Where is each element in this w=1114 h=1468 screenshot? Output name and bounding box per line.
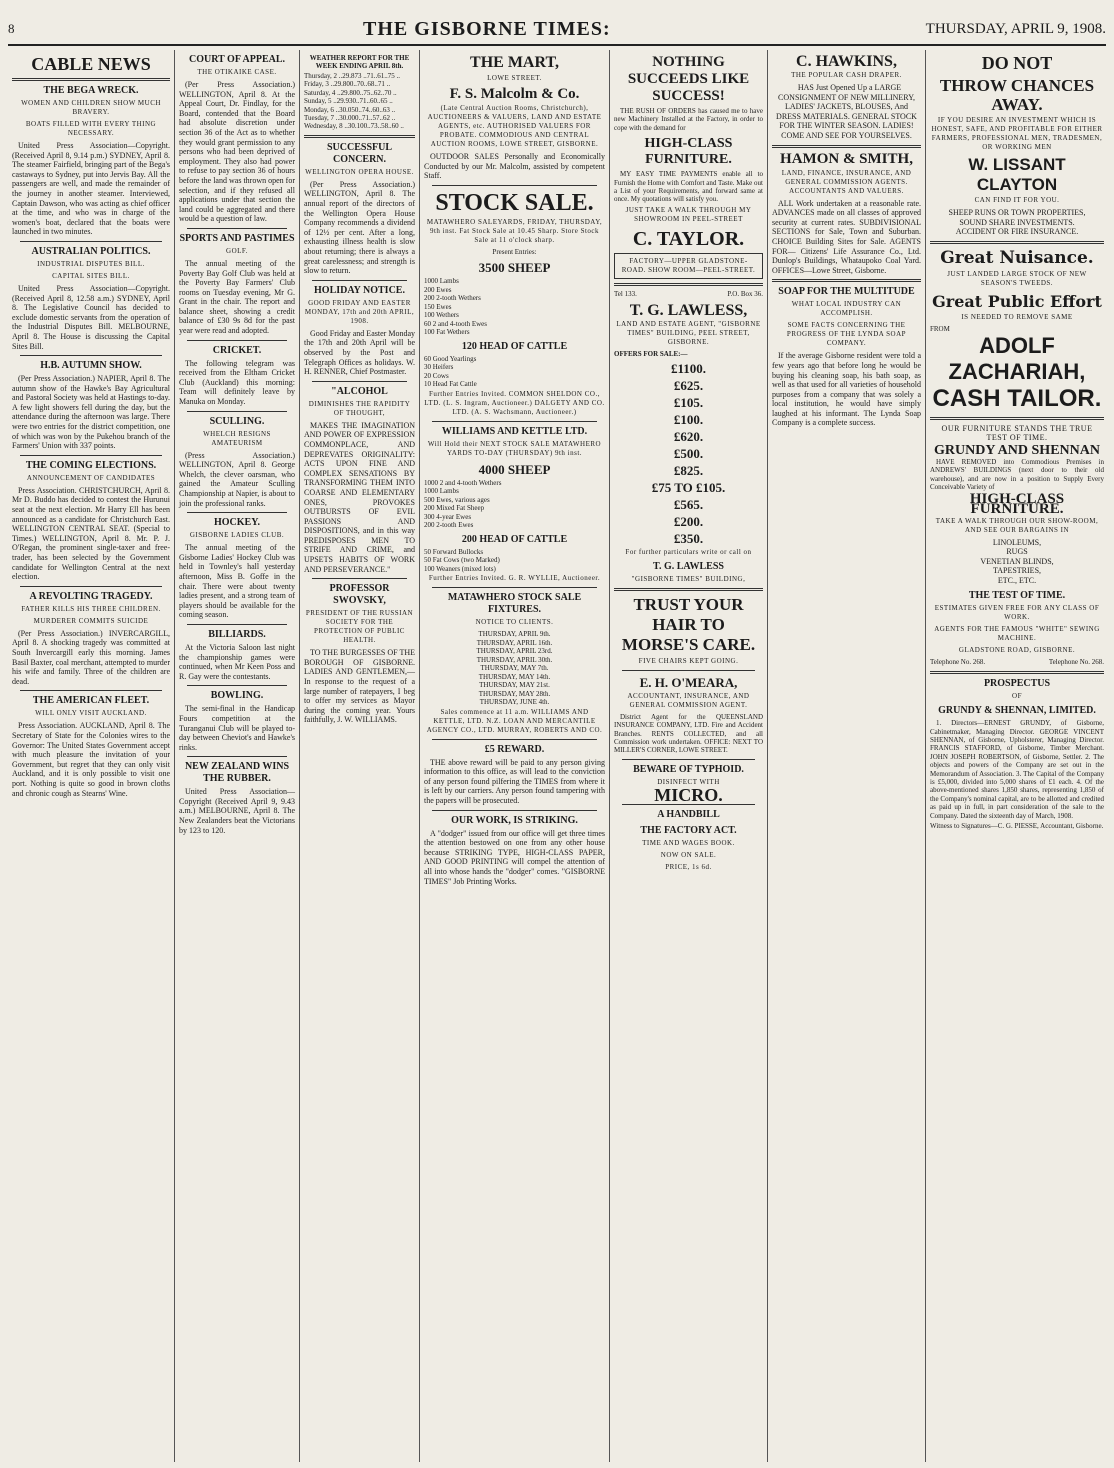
- fixtures-heading: MATAWHERO STOCK SALE FIXTURES.: [447, 592, 582, 616]
- cable-article-body: Press Association. CHRISTCHURCH, April 8. Mr D. Buddo has decided to contest the Hurunui seat at the next election. Mr Harry Ell has been announced as a candidate for Christchurch East. WELLINGTON CENTRAL SEAT. (Special to Times.) WELLINGTON, April 8. Mr. P. J. O'Regan, the prominent single-taxer and free-trader, has been selected by the Government candidate for Wellington Central at the next election.: [12, 485, 170, 582]
- sale-price: £620.: [673, 428, 704, 444]
- divider: [312, 280, 407, 281]
- throw-body: IF YOU DESIRE AN INVESTMENT WHICH IS HONEST, SAFE, AND PROFITABLE FOR EITHER FARMERS, PROFESSIONAL MEN, TRADESMEN, OR WORKING MEN: [931, 116, 1103, 151]
- court-article-title: SCULLING.: [209, 415, 265, 427]
- company-name: GRUNDY & SHENNAN, LIMITED.: [938, 705, 1096, 717]
- masthead-day: THURSDAY,: [925, 20, 1008, 37]
- divider: [187, 512, 287, 513]
- clayton-sub: CAN FIND IT FOR YOU.: [974, 196, 1060, 204]
- sale-price: £500.: [673, 445, 704, 461]
- court-article-body: (Press Association.) WELLINGTON, April 8. George Whelch, the clever oarsman, who gained the Amateur Sculling Championship at Napier, is about to join the professional ranks.: [179, 450, 295, 508]
- cable-article-title: THE AMERICAN FLEET.: [32, 695, 150, 707]
- witness: Witness to Signatures—C. G. PIESSE, Accountant, Gisborne.: [930, 822, 1104, 831]
- great-nuisance-body: JUST LANDED LARGE STOCK OF NEW SEASON'S TWEEDS.: [947, 269, 1087, 287]
- divider: [432, 587, 597, 588]
- soap-sub2: SOME FACTS CONCERNING THE PROGRESS OF THE LYNDA SOAP COMPANY.: [786, 321, 907, 348]
- divider: [930, 241, 1104, 244]
- offers-for-sale: OFFERS FOR SALE:—: [614, 350, 688, 359]
- sheep-entry: 100 Fat Wethers: [424, 328, 470, 337]
- cable-article: [12, 695, 170, 798]
- sale-price: £565.: [673, 496, 704, 512]
- cable-article-title: THE BEGA WRECK.: [43, 85, 139, 96]
- divider: [312, 578, 407, 579]
- cable-news-items: [12, 85, 170, 798]
- typhoid-heading: BEWARE OF TYPHOID.: [633, 763, 744, 775]
- stock-sale-sub: MATAWHERO SALEYARDS, FRIDAY, THURSDAY, 9th inst. Fat Stock Sale at 10.45 Sharp. Store Stock Sale at 11 o'clock sharp.: [426, 217, 603, 244]
- lawless-tel: Tel 133.: [614, 289, 637, 298]
- weather-row: Friday, 3 ..29.800..70..68..71 ..: [304, 80, 391, 89]
- notice-article: [304, 285, 415, 382]
- divider: [12, 78, 170, 81]
- masthead-date-text: APRIL 9, 1908.: [1010, 20, 1106, 37]
- column-weather-notices: [300, 50, 420, 1462]
- cable-article: [12, 246, 170, 356]
- bargain-item: ETC., ETC.: [997, 575, 1037, 585]
- court-article-body: United Press Association—Copyright (Received April 9, 9.43 a.m.) MELBOURNE, April 8. The New Zealanders beat the Victorians by 123 to 120.: [179, 787, 295, 835]
- cable-article-title: THE COMING ELECTIONS.: [25, 459, 157, 471]
- divider: [20, 241, 162, 242]
- notice-article-title: SUCCESSFUL CONCERN.: [326, 141, 393, 165]
- divider: [432, 810, 597, 811]
- great-public-effort: Great Public Effort: [932, 291, 1102, 311]
- telephone-row: [930, 658, 1104, 668]
- cable-article-subtitle: INDUSTRIAL DISPUTES BILL.: [37, 259, 145, 268]
- micro-heading: MICRO.: [654, 784, 723, 805]
- omeara-body: District Agent for the QUEENSLAND INSURANCE COMPANY, LTD. Fire and Accident Branches. RENTS COLLECTED, and all Commission work undertaken. OFFICE: NEXT TO MILLER'S CORNER, LOWE STREET.: [614, 712, 763, 755]
- grundy-shennan: GRUNDY AND SHENNAN: [934, 443, 1100, 459]
- court-article-title: COURT OF APPEAL.: [188, 54, 286, 65]
- stock-sale-heading: STOCK SALE.: [435, 189, 594, 216]
- weather-table: [304, 72, 415, 131]
- lawless2: T. G. LAWLESS: [653, 560, 724, 572]
- cash-tailor: CASH TAILOR.: [932, 385, 1102, 413]
- hawkins-body: HAS Just Opened Up a LARGE CONSIGNMENT OF NEW MILLINERY, LADIES' JACKETS, BLOUSES, And DRESS MATERIALS. GENERAL STOCK FOR THE WINTER SEASON. LADIES! COME AND SEE FOR YOURSELVES.: [776, 83, 917, 140]
- divider: [187, 685, 287, 686]
- weather-row: Thursday, 2 ..29.873 ..71..61..75 ..: [304, 72, 400, 80]
- cable-article-title: H.B. AUTUMN SHOW.: [40, 360, 142, 372]
- court-article-title: BILLIARDS.: [208, 628, 266, 640]
- hamon-sub: LAND, FINANCE, INSURANCE, AND GENERAL COMMISSION AGENTS. ACCOUNTANTS AND VALUERS.: [781, 168, 912, 195]
- divider: [20, 690, 162, 691]
- for-further: For further particulars write or call on: [625, 547, 752, 556]
- weather-row: Saturday, 4 ..29.800..75..62..70 ..: [304, 88, 397, 97]
- notice-article-subtitle: WELLINGTON OPERA HOUSE.: [305, 167, 414, 176]
- cattle2-list: [424, 548, 605, 574]
- hawkins-heading: C. HAWKINS,: [796, 53, 897, 70]
- court-article-body: The annual meeting of the Gisborne Ladies' Hockey Club was held in Townley's hall yesterday afternoon, Miss B. Goffe in the chair. There were about twenty ladies present, and a strong team of players should be available for the coming season.: [179, 543, 295, 620]
- sheep-entry: 200 Ewes: [424, 285, 452, 294]
- notice-article: [304, 386, 415, 580]
- fixture-date: THURSDAY, MAY 14th.: [478, 672, 551, 681]
- masthead-date: [926, 21, 1106, 38]
- divider: [772, 279, 921, 282]
- court-article-subtitle: WHELCH RESIGNS AMATEURISM: [203, 429, 271, 447]
- cable-article-subtitle-2: BOATS FILLED WITH EVERY THING NECESSARY.: [25, 120, 157, 137]
- high-class-furniture-2: HIGH-CLASS FURNITURE.: [969, 491, 1065, 517]
- sale-price: £200.: [673, 513, 704, 529]
- cattle2-entry: 50 Fat Cows (two Marked): [424, 556, 500, 565]
- newspaper-title: THE GISBORNE TIMES:: [363, 17, 611, 40]
- trust-your-hair: TRUST YOUR HAIR TO MORSE'S CARE.: [621, 594, 756, 654]
- cattle-entry: 60 Good Yearlings: [424, 354, 477, 363]
- bargain-item: LINOLEUMS,: [992, 537, 1042, 547]
- cable-article-subtitle-2: CAPITAL SITES BILL.: [52, 271, 130, 280]
- notice-article-subtitle: PRESIDENT OF THE RUSSIAN SOCIETY FOR THE PROTECTION OF PUBLIC HEALTH.: [305, 609, 414, 645]
- soap-body: If the average Gisborne resident were told a few years ago that before long he would be buying his cleaning soap, his bath soap, as well as that used for all varieties of household purposes from a company that was solely a local institution, he would have simply laughed at his informant. The Lynda Soap Company is a complete success.: [772, 351, 921, 428]
- fixture-date: THURSDAY, APRIL 16th.: [476, 638, 553, 647]
- sale-price: £625.: [673, 377, 704, 393]
- fixture-date: THURSDAY, MAY 28th.: [478, 689, 551, 698]
- cable-article-subtitle: ANNOUNCEMENT OF CANDIDATES: [26, 473, 156, 482]
- column-furniture-lawless: [610, 50, 768, 1462]
- williams-kettle-heading: WILLIAMS AND KETTLE LTD.: [441, 425, 588, 437]
- divider: [20, 455, 162, 456]
- court-article: [179, 54, 295, 229]
- walk-through: JUST TAKE A WALK THROUGH MY SHOWROOM IN PEEL-STREET: [625, 205, 752, 223]
- our-work-heading: OUR WORK, IS STRIKING.: [451, 814, 578, 826]
- court-article-title: SPORTS AND PASTIMES: [179, 232, 295, 244]
- lawless-po: P.O. Box 36.: [727, 289, 763, 298]
- now-on-sale: NOW ON SALE.: [660, 851, 717, 860]
- omeara-sub: ACCOUNTANT, INSURANCE, AND GENERAL COMMISSION AGENT.: [627, 691, 750, 709]
- sheep2-entry: 1000 Lambs: [424, 487, 459, 496]
- easy-payments-body: MY EASY TIME PAYMENTS enable all to Furnish the Home with Comfort and Taste. Make out a List of your Requirements, and forward same at once. My quotations will satisfy you.: [614, 170, 763, 204]
- weather-row: Monday, 6 ..30.050..74..60..63 ..: [304, 105, 396, 114]
- notices-items: [304, 142, 415, 725]
- cable-article-title: AUSTRALIAN POLITICS.: [31, 245, 151, 257]
- nothing-succeeds-body: THE RUSH OF ORDERS has caused me to have new Machinery Installed at the Factory, in order to cope with the demand for: [614, 107, 763, 132]
- notice-article-title: "ALCOHOL: [331, 385, 388, 397]
- notice-article-title: PROFESSOR SWOVSKY,: [329, 583, 390, 607]
- estimates: ESTIMATES GIVEN FREE FOR ANY CLASS OF WORK.: [934, 603, 1100, 621]
- do-not: DO NOT: [981, 53, 1053, 73]
- weather-report-title: WEATHER REPORT FOR THE WEEK ENDING APRIL 8th.: [309, 54, 410, 70]
- fixture-date: THURSDAY, APRIL 9th.: [478, 630, 551, 639]
- cable-article-body: (Per Press Association.) NAPIER, April 8. The autumn show of the Hawke's Bay Agricultural and Pastoral Society was held at Hastings to-day. A few light showers fell during the day, but the attendance during the afternoon was large. There were two entries for the district competition, one of which was won by the Pukehou branch of the Farmers' Union with 337 points.: [12, 374, 170, 451]
- divider: [614, 283, 763, 286]
- the-mart-heading: THE MART,: [470, 54, 559, 71]
- notice-article-body: (Per Press Association.) WELLINGTON, April 8. The annual report of the directors of the Wellington Opera House Company recommends a dividend of 12½ per cent. After a long, exhausting illness health is slow about returning; there is always a great carelessness; and strength is slow to return.: [304, 179, 415, 276]
- sale-price: £825.: [673, 462, 704, 478]
- court-article: [179, 345, 295, 412]
- column-hawkins-soap: [768, 50, 926, 1462]
- cable-news-heading: CABLE NEWS: [31, 54, 151, 74]
- disinfect-with: DISINFECT WITH: [657, 777, 720, 786]
- court-article-body: The semi-final in the Handicap Fours competition at the Turanganui Club will be played to-day between Cheviot's and Hawke's rinks.: [179, 704, 295, 752]
- notice-article-subtitle: DIMINISHES THE RAPIDITY OF THOUGHT,: [308, 399, 411, 417]
- prospectus-of: OF: [1012, 692, 1022, 701]
- bargain-item: TAPESTRIES,: [992, 566, 1042, 576]
- fixtures-sub: NOTICE TO CLIENTS.: [475, 618, 554, 627]
- cattle-list: [424, 355, 605, 389]
- cable-article-subtitle: WILL ONLY VISIT AUCKLAND.: [35, 709, 147, 718]
- sheep-entries-heading: 3500 SHEEP: [478, 260, 551, 276]
- cattle2-heading: 200 HEAD OF CATTLE: [461, 533, 568, 545]
- prospectus-heading: PROSPECTUS: [983, 678, 1051, 690]
- column-stock-sales: [420, 50, 610, 1462]
- factory-act: THE FACTORY ACT.: [640, 825, 737, 837]
- page-number: 8: [8, 21, 15, 36]
- court-article-body: (Per Press Association.) WELLINGTON, April 8. At the Appeal Court, Dr. Findlay, for the Board, contended that the Board had absolute discretion under section 36 of the Act as to whether they would grant permission to any persons who had been deprived of employment. They also had power to refuse to pay section 36 of hours before the land was thrown open for selection, and if they refused all applications under that section the land could be aggregated and there would be a question of law.: [179, 80, 295, 224]
- sheep-entry: 60 2 and 4-tooth Ewes: [424, 319, 487, 328]
- throw-chances: THROW CHANCES AWAY.: [939, 76, 1095, 114]
- court-article-title: NEW ZEALAND WINS THE RUBBER.: [184, 761, 290, 785]
- reward-heading: £5 REWARD.: [484, 743, 545, 755]
- present-entries: Present Entries:: [492, 247, 537, 256]
- cattle-entry: 20 Cows: [424, 371, 449, 380]
- divider: [20, 355, 162, 356]
- sale-price: £75 TO £105.: [651, 479, 726, 495]
- notice-article: [304, 583, 415, 725]
- cable-article-body: United Press Association—Copyright. (Received April 8, 12.58 a.m.) SYDNEY, April 8. The Legislative Council has decided to exclude domestic servants from the operation of the Industrial Disputes Bill. MELBOURNE, April 8. The House is discussing the Capital Sites Bill.: [12, 283, 170, 351]
- court-article-body: The following telegram was received from the Eltham Cricket Club (Auckland) this morning: Team will definitely leave by Manuka on Monday.: [179, 358, 295, 407]
- hawkins-sub: THE POPULAR CASH DRAPER.: [791, 71, 902, 79]
- taylor-name: C. TAYLOR.: [632, 227, 745, 250]
- cattle2-entry: 50 Forward Bullocks: [424, 547, 484, 556]
- court-article: [179, 761, 295, 835]
- court-article: [179, 517, 295, 625]
- divider: [432, 421, 597, 422]
- court-article-subtitle: THE OTIKAIKE CASE.: [197, 68, 277, 76]
- lawless-contact: [614, 290, 763, 300]
- take-walk: TAKE A WALK THROUGH OUR SHOW-ROOM, AND SEE OUR BARGAINS IN: [935, 516, 1099, 534]
- weather-row: Wednesday, 8 ..30.100..73..58..60 ..: [304, 122, 404, 131]
- bargain-item: VENETIAN BLINDS,: [980, 556, 1054, 566]
- court-sports-items: [179, 54, 295, 835]
- further-entries-2: Further Entries Invited. G. R. WYLLIE, Auctioneer.: [428, 574, 601, 583]
- grundy-body: HAVE REMOVED into Commodious Premises in ANDREWS' BUILDINGS (next door to their old warehouse), and are now in a position to Supply Every Conceivable Variety of: [930, 457, 1104, 491]
- court-article-title: CRICKET.: [212, 344, 262, 356]
- time-wages: TIME AND WAGES BOOK.: [642, 839, 735, 848]
- clayton-list: [930, 208, 1104, 237]
- sheep2-entry: 200 Mixed Fat Sheep: [424, 504, 485, 513]
- soap-sub: WHAT LOCAL INDUSTRY CAN ACCOMPLISH.: [791, 300, 902, 318]
- cattle-entry: 30 Heifers: [424, 363, 454, 372]
- cable-article-subtitle: FATHER KILLS HIS THREE CHILDREN.: [21, 604, 161, 613]
- court-article: [179, 233, 295, 341]
- lawless2-sub: "GISBORNE TIMES" BUILDING,: [631, 574, 746, 583]
- cable-article: [12, 591, 170, 692]
- adolf-zachariah: ADOLF ZACHARIAH,: [948, 333, 1086, 385]
- gladstone-address: GLADSTONE ROAD, GISBORNE.: [958, 645, 1076, 654]
- cable-article: [12, 85, 170, 242]
- court-article: [179, 416, 295, 514]
- williams-kettle-sub: Will Hold their NEXT STOCK SALE MATAWHERO YARDS TO-DAY (THURSDAY) 9th inst.: [427, 439, 602, 457]
- the-mart-sub: LOWE STREET.: [487, 74, 542, 82]
- court-article-subtitle: GISBORNE LADIES CLUB.: [189, 531, 285, 540]
- divider: [772, 145, 921, 148]
- sale-price: £105.: [673, 394, 704, 410]
- sheep2-entry: 300 4-year Ewes: [424, 512, 472, 521]
- reward-body: THE above reward will be paid to any person giving information to this office, as will lead to the conviction of any person found pilfering the TIMES from where it is left by our carriers. Any person found tampering with the papers will be prosecuted.: [424, 757, 605, 806]
- cable-article-title: A REVOLTING TRAGEDY.: [29, 590, 153, 602]
- court-article-title: HOCKEY.: [213, 517, 261, 529]
- divider: [930, 671, 1104, 674]
- sale-price: £1100.: [670, 360, 707, 376]
- column-cable-news: [8, 50, 175, 1462]
- divider: [187, 411, 287, 412]
- cable-article: [12, 460, 170, 587]
- clayton-service: SOUND SHARE INVESTMENTS.: [959, 217, 1075, 227]
- column-clayton-grundy: [926, 50, 1108, 1462]
- court-article: [179, 690, 295, 757]
- cable-article-body: (Per Press Association.) INVERCARGILL, April 8. A shocking tragedy was committed at South Invercargill early this morning. James Basil Baxter, coal merchant, attempted to murder his wife and family. Three of the children are dead.: [12, 628, 170, 686]
- fixture-date: THURSDAY, MAY 7th.: [480, 664, 549, 673]
- divider: [312, 381, 407, 382]
- notice-article-body: TO THE BURGESSES OF THE BOROUGH OF GISBORNE. LADIES AND GENTLEMEN,— In response to the request of a large number of ratepayers, I beg to offer my services as Mayor during the coming year. Yours faithfully, J. W. WILLIAMS.: [304, 648, 415, 725]
- fixtures-list: [424, 630, 605, 707]
- divider: [187, 624, 287, 625]
- sheep2-heading: 4000 SHEEP: [478, 461, 551, 477]
- nothing-succeeds-heading: NOTHING SUCCEEDS LIKE SUCCESS!: [627, 54, 750, 104]
- sheep2-entry: 500 Ewes, various ages: [424, 495, 490, 504]
- sheep2-entry: 1000 2 and 4-tooth Wethers: [424, 478, 502, 487]
- notice-article-subtitle: GOOD FRIDAY AND EASTER MONDAY, 17th and 20th APRIL, 1908.: [304, 298, 415, 325]
- lawless-sub: LAND AND ESTATE AGENT, "GISBORNE TIMES" BUILDING, PEEL STREET, GISBORNE.: [616, 320, 761, 347]
- telephone-right: Telephone No. 268.: [1048, 657, 1104, 666]
- court-article-body: At the Victoria Saloon last night the championship games were continued, when Mr Keen Poss and R. Gay were the contestants.: [179, 642, 295, 681]
- lawless-heading: T. G. LAWLESS,: [629, 302, 748, 320]
- court-article: [179, 629, 295, 686]
- divider: [20, 586, 162, 587]
- divider: [614, 588, 763, 591]
- bargain-item: RUGS: [1006, 547, 1028, 557]
- court-article-title: BOWLING.: [210, 690, 264, 702]
- divider: [187, 228, 287, 229]
- clayton-service: ACCIDENT OR FIRE INSURANCE.: [955, 227, 1079, 237]
- cattle2-entry: 100 Weaners (mixed lots): [424, 564, 496, 573]
- great-public-sub: IS NEEDED TO REMOVE SAME: [961, 312, 1073, 321]
- our-work-body: A "dodger" issued from our office will get three times the attention bestowed on one from any other house because STRIKING TYPE, HIGH-CLASS PAPER, AND GOOD PRINTING will compel the attention of all into whose hands the "dodger" comes. "GISBORNE TIMES" Job Printing Works.: [424, 828, 605, 886]
- agents-white: AGENTS FOR THE FAMOUS "WHITE" SEWING MACHINE.: [934, 624, 1100, 642]
- notice-article-body: Good Friday and Easter Monday the 17th and 20th April will be observed by the Post and Telegraph Offices as holidays. W. H. RENNER, Chief Postmaster.: [304, 328, 415, 377]
- five-chairs: FIVE CHAIRS KEPT GOING.: [638, 656, 739, 665]
- clayton-name: W. LISSANT CLAYTON: [968, 155, 1066, 194]
- bargains-list: [930, 538, 1104, 586]
- divider: [930, 417, 1104, 420]
- sale-price: £350.: [673, 530, 704, 546]
- fixtures-footer: Sales commence at 11 a.m. WILLIAMS AND KETTLE, LTD. N.Z. LOAN AND MERCANTILE AGENCY CO., LTD. MURRAY, ROBERTS AND CO.: [426, 707, 603, 734]
- cable-article-body: Press Association. AUCKLAND, April 8. The Secretary of State for the Colonies wires to the Governor: The United States Government accept with much pleasure the invitation of your Government, but regret that they can only visit Auckland, and it is only possible to visit one port. Nothing is quite so good in brown cloths and chronic cough as Stearns' Wine.: [12, 721, 170, 798]
- divider: [304, 135, 415, 138]
- hamon-heading: HAMON & SMITH,: [780, 150, 913, 167]
- hamon-body: ALL Work undertaken at a reasonable rate. ADVANCES made on all classes of approved security at current rates. SUBDIVISIONAL SECTIONS for Sale, Town and Suburban. CHOICE Building Sites for Sale. AGENTS FOR— Citizens' Life Assurance Co., Ltd. Dunlop's Buildings, Whataupoko Coal Yard. OFFICES—Lowe Street, Gisborne.: [772, 198, 921, 275]
- cable-article-subtitle: WOMEN AND CHILDREN SHOW MUCH BRAVERY.: [21, 99, 161, 116]
- malcolm-sub: (Late Central Auction Rooms, Christchurch), AUCTIONEERS & VALUERS, LAND AND ESTATE AGENTS, etc. AUTHORISED VALUERS FOR PROBATE. COMMODIOUS AND CENTRAL AUCTION ROOMS, LOWE STREET, GISBORNE.: [427, 104, 602, 148]
- taylor-address: FACTORY—UPPER GLADSTONE-ROAD. SHOW ROOM—PEEL-STREET.: [614, 253, 763, 279]
- sheep-list: [424, 277, 605, 337]
- notice-article: [304, 142, 415, 281]
- sale-price: £100.: [673, 411, 704, 427]
- sheep-entry: 1000 Lambs: [424, 277, 459, 286]
- malcolm-heading: F. S. Malcolm & Co.: [449, 86, 580, 102]
- sheep2-entry: 200 2-tooth Ewes: [424, 521, 474, 530]
- cable-article-subtitle-2: MURDERER COMMITS SUICIDE: [33, 616, 149, 625]
- price-list: [614, 361, 763, 546]
- divider: [432, 739, 597, 740]
- cattle-entries-heading: 120 HEAD OF CATTLE: [461, 340, 568, 352]
- soap-heading: SOAP FOR THE MULTITUDE: [778, 286, 915, 298]
- high-class-furniture: HIGH-CLASS FURNITURE.: [644, 136, 733, 168]
- fixture-date: THURSDAY, JUNE 4th.: [479, 698, 550, 707]
- notice-article-title: HOLIDAY NOTICE.: [314, 284, 405, 296]
- handbill-heading: A HANDBILL: [657, 809, 720, 821]
- divider: [187, 756, 287, 757]
- column-court-sports: [175, 50, 300, 1462]
- prospectus-body: 1. Directors—ERNEST GRUNDY, of Gisborne, Cabinetmaker, Managing Director. GEORGE VINCENT SHENNAN, of Gisborne, Upholsterer, Managing Director. FRANCIS STAFFORD, of Gisborne, Timber Merchant. JOHN JOSEPH ROBERTSON, of Gisborne, Settler. 2. The objects and powers of the Company are set out in the Memorandum of Association. 3. The Capital of the Company is £5,000, divided into 5,000 shares of £1 each. 4. Of the above-mentioned shares 1,850 shares, representing 1,850 of the Company's nominal capital, are to be allotted and credited as paid up in full, in part consideration of the sale to the Company. Dated the sixteenth day of March, 1908.: [930, 719, 1104, 820]
- great-nuisance: Great Nuisance.: [940, 247, 1094, 268]
- cattle-entry: 10 Head Fat Cattle: [424, 380, 477, 389]
- court-article-body: The annual meeting of the Poverty Bay Golf Club was held at the Poverty Bay Farmers' Club rooms on Tuesday evening, Mr G. Grant in the chair. The report and balance sheet, showing a credit balance of £30 9s 8d for the past year were read and adopted.: [179, 258, 295, 336]
- sheep2-list: [424, 479, 605, 530]
- fixture-date: THURSDAY, APRIL 30th.: [476, 655, 553, 664]
- weather-row: Sunday, 5 ..29.930..71..60..65 ..: [304, 97, 393, 106]
- divider: [187, 340, 287, 341]
- omeara-heading: E. H. O'MEARA,: [639, 674, 738, 690]
- divider: [622, 759, 755, 760]
- telephone-left: Telephone No. 268.: [930, 657, 986, 666]
- sheep-entry: 150 Ewes: [424, 302, 452, 311]
- notice-article-body: MAKES THE IMAGINATION AND POWER OF EXPRESSION COMMONPLACE, AND DEPREVATES ORIGINALITY: ACTS UPON FINE AND COMPLEX SENSATIONS BY TRANSFORMING THEM INTO COARSE AND ELEMENTARY ONES, PROVOKES OUTBURSTS OF EVIL PASSIONS AND DISPOSITIONS, and in this way PREDISPOSES MEN TO STRIFE AND CRIME, and UPSETS HABITS OF WORK AND PERSEVERANCE.": [304, 420, 415, 574]
- masthead: [8, 14, 1106, 46]
- sheep-entry: 100 Wethers: [424, 311, 459, 320]
- from-label: FROM: [930, 324, 950, 333]
- malcolm-body: OUTDOOR SALES Personally and Economically Conducted by our Mr. Malcolm, assisted by competent Staff.: [424, 152, 605, 181]
- sheep-entry: 200 2-tooth Wethers: [424, 294, 481, 303]
- fixture-date: THURSDAY, MAY 21st.: [479, 681, 550, 690]
- fixture-date: THURSDAY, APRIL 23rd.: [476, 647, 553, 656]
- court-article-subtitle: GOLF.: [226, 246, 248, 255]
- cable-article: [12, 360, 170, 456]
- price-6d: PRICE, 1s 6d.: [665, 863, 712, 872]
- columns: [8, 50, 1108, 1462]
- further-entries: Further Entries Invited. COMMON SHELDON CO., LTD. (L. S. Ingram, Auctioneer.) DALGETY AND CO. LTD. (A. S. Wachsmann, Auctioneer.): [424, 389, 605, 416]
- clayton-service: SHEEP RUNS OR TOWN PROPERTIES,: [948, 208, 1086, 217]
- divider: [622, 670, 755, 671]
- test-of-time: THE TEST OF TIME.: [968, 589, 1066, 601]
- our-furniture: OUR FURNITURE STANDS THE TRUE TEST OF TIME.: [941, 424, 1093, 443]
- weather-row: Tuesday, 7 ..30.000..71..57..62 ..: [304, 114, 396, 123]
- cable-article-body: United Press Association—Copyright. (Received April 8, 9.14 p.m.) SYDNEY, April 8. The steamer Fairfield, bringing part of the Bega's castaways to Sydney, put into Jervis Bay. All the passengers are well, and made the remainder of the journey in another steamer. Interviewed, Captain Dawson, who was acting as chief officer at the time, and who was in charge of the women's boat, declared that the boats were launched in two minutes.: [12, 141, 170, 237]
- divider: [432, 185, 597, 186]
